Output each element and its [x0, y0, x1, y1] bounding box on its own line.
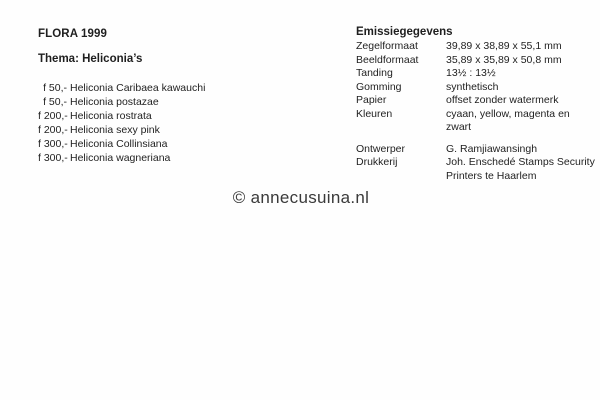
spec-value: offset zonder watermerk — [446, 94, 559, 106]
spec-row — [356, 108, 596, 135]
spec-label: Zegelformaat — [356, 40, 418, 52]
stamp-row — [38, 123, 308, 137]
spec-value: 39,89 x 38,89 x 55,1 mm — [446, 40, 562, 52]
credit-row — [356, 143, 596, 157]
stamp-row — [38, 81, 308, 95]
stamp-row — [38, 95, 308, 109]
stamp-name: Heliconia Caribaea kawauchi — [70, 82, 206, 94]
spec-value: 35,89 x 35,89 x 50,8 mm — [446, 53, 562, 66]
credit-label: Ontwerper — [356, 142, 406, 155]
emission-column — [356, 25, 596, 183]
stamp-value: f 200,- — [38, 110, 68, 122]
stamp-name: Heliconia postazae — [70, 96, 159, 108]
spec-list — [356, 40, 596, 183]
spec-row — [356, 94, 596, 108]
stamp-value: f 300,- — [38, 138, 68, 150]
stamp-value: f 50,- — [43, 96, 67, 108]
emission-heading: Emissiegegevens — [356, 26, 453, 38]
theme-heading: Thema: Heliconia’s — [38, 53, 143, 65]
spec-label: Tanding — [356, 67, 393, 79]
spec-spacer — [356, 135, 596, 143]
stamp-row — [38, 137, 308, 151]
spec-value: synthetisch — [446, 80, 499, 93]
stamp-name: Heliconia wagneriana — [70, 152, 171, 164]
watermark-text: © annecusuina.nl — [232, 188, 370, 207]
stamp-info-column — [38, 27, 308, 165]
stamp-row — [38, 151, 308, 165]
stamp-name: Heliconia sexy pink — [70, 124, 160, 136]
spec-row — [356, 54, 596, 68]
spec-value: 13½ : 13½ — [446, 67, 496, 79]
spec-row — [356, 40, 596, 54]
spec-label: Papier — [356, 94, 387, 106]
stamp-value: f 50,- — [43, 82, 67, 94]
spec-row — [356, 81, 596, 95]
credit-value: Joh. Enschedé Stamps Security Printers te Haarlem — [446, 156, 595, 182]
credit-row — [356, 156, 596, 183]
stamp-value: f 300,- — [38, 152, 68, 164]
spec-label: Beeldformaat — [356, 53, 419, 66]
stamp-name: Heliconia rostrata — [70, 110, 152, 122]
copyright-watermark — [0, 188, 600, 208]
stamp-value: f 200,- — [38, 124, 68, 136]
document-title: FLORA 1999 — [38, 28, 107, 40]
stamp-list — [38, 81, 308, 165]
spec-label: Gomming — [356, 80, 402, 93]
spec-value: cyaan, yellow, magenta en zwart — [446, 107, 570, 133]
spec-label: Kleuren — [356, 107, 393, 120]
stamp-row — [38, 109, 308, 123]
stamp-name: Heliconia Collinsiana — [70, 138, 168, 150]
spec-row — [356, 67, 596, 81]
credit-value: G. Ramjiawansingh — [446, 142, 538, 155]
credit-label: Drukkerij — [356, 156, 398, 168]
